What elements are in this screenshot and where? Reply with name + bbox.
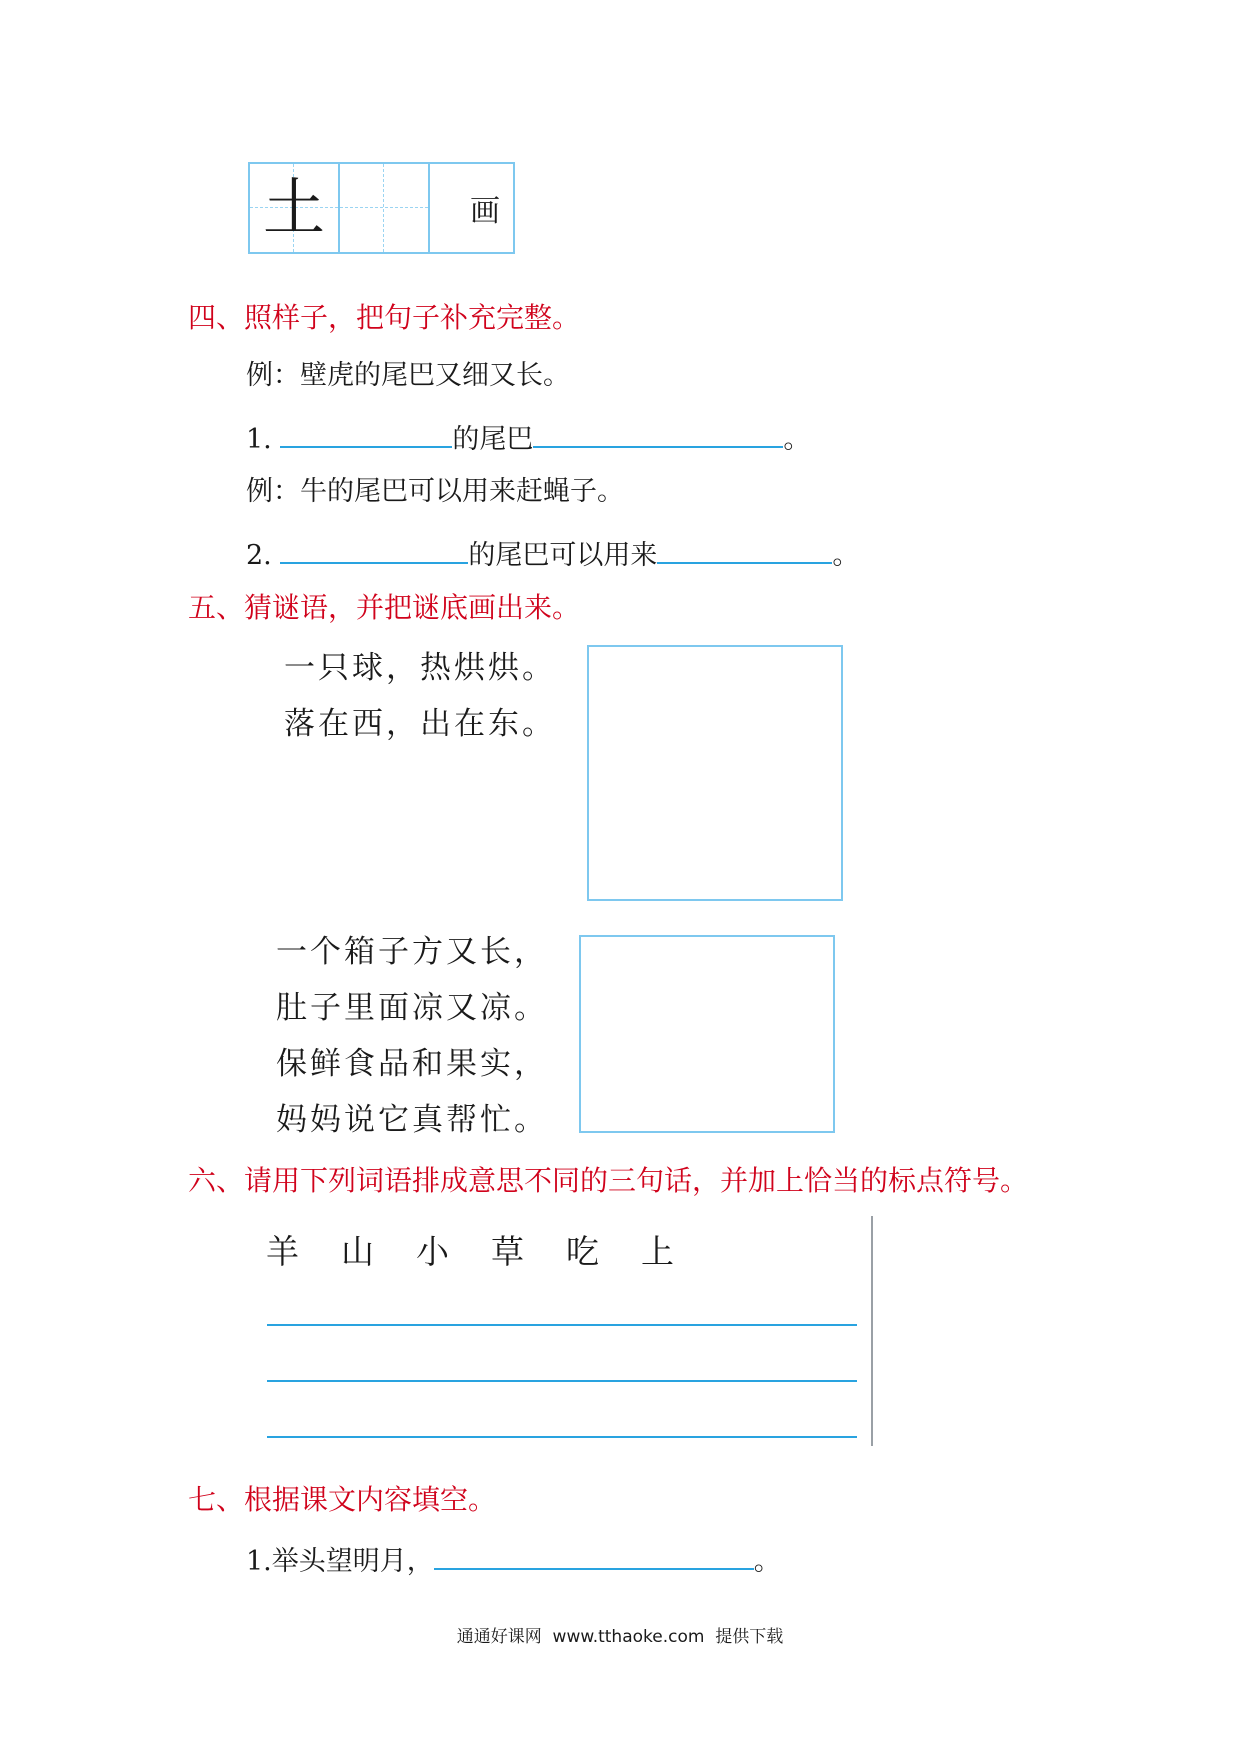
riddle1-answer-box[interactable]: [587, 645, 843, 901]
section5-heading: 五、猜谜语，并把谜底画出来。: [188, 591, 581, 624]
riddle-2: [276, 924, 548, 1148]
word-list: [266, 1226, 716, 1273]
q1-number: 1.: [246, 424, 272, 455]
word-5: 吃: [566, 1232, 599, 1271]
q7-1-blank[interactable]: [434, 1538, 754, 1570]
section7-q1: [246, 1538, 781, 1580]
word-3: 小: [416, 1232, 449, 1271]
riddle1-line2: 落在西，出在东。: [284, 706, 556, 742]
answer-line-1[interactable]: [267, 1324, 857, 1326]
section4-example1: 例：壁虎的尾巴又细又长。: [246, 360, 570, 391]
q1-blank-description[interactable]: [533, 416, 783, 448]
riddle2-line4: 妈妈说它真帮忙。: [276, 1102, 548, 1138]
riddle1-line1: 一只球，热烘烘。: [284, 650, 556, 686]
answer-line-3[interactable]: [267, 1436, 857, 1438]
answer-line-2[interactable]: [267, 1380, 857, 1382]
riddle2-line1: 一个箱子方又长，: [276, 934, 548, 970]
riddle2-line2: 肚子里面凉又凉。: [276, 990, 548, 1026]
riddle2-line3: 保鲜食品和果实，: [276, 1046, 548, 1082]
q1-blank-subject[interactable]: [280, 416, 452, 448]
q1-mid-text: 的尾巴: [452, 424, 534, 455]
vertical-divider: [871, 1216, 873, 1446]
q2-end: 。: [832, 540, 860, 571]
word-6: 上: [641, 1232, 674, 1271]
riddle2-answer-box[interactable]: [579, 935, 835, 1133]
section4-q2: [246, 532, 859, 574]
section4-example2: 例：牛的尾巴可以用来赶蝇子。: [246, 476, 624, 507]
grid-cell-2[interactable]: [340, 164, 430, 252]
q1-end: 。: [783, 424, 811, 455]
section4-q1: [246, 416, 810, 458]
q7-1-prefix: 1.举头望明月，: [246, 1546, 434, 1577]
q7-1-end: 。: [753, 1546, 781, 1577]
q2-mid-text: 的尾巴可以用来: [468, 540, 658, 571]
grid-char: 土: [262, 171, 325, 244]
word-2: 山: [341, 1232, 374, 1271]
word-1: 羊: [266, 1232, 299, 1271]
section7-heading: 七、根据课文内容填空。: [188, 1483, 497, 1516]
word-4: 草: [491, 1232, 524, 1271]
riddle-1: [284, 640, 556, 752]
stroke-count-label: 画: [470, 194, 500, 229]
footer-credit: 通通好课网 www.tthaoke.com 提供下载: [456, 1627, 784, 1647]
q2-blank-use[interactable]: [657, 532, 832, 564]
writing-grid: [248, 162, 515, 254]
section4-heading: 四、照样子，把句子补充完整。: [188, 301, 581, 334]
grid-cell-1: [250, 164, 340, 252]
section6-heading: 六、请用下列词语排成意思不同的三句话，并加上恰当的标点符号。: [188, 1164, 1029, 1197]
q2-number: 2.: [246, 540, 272, 571]
q2-blank-subject[interactable]: [280, 532, 468, 564]
